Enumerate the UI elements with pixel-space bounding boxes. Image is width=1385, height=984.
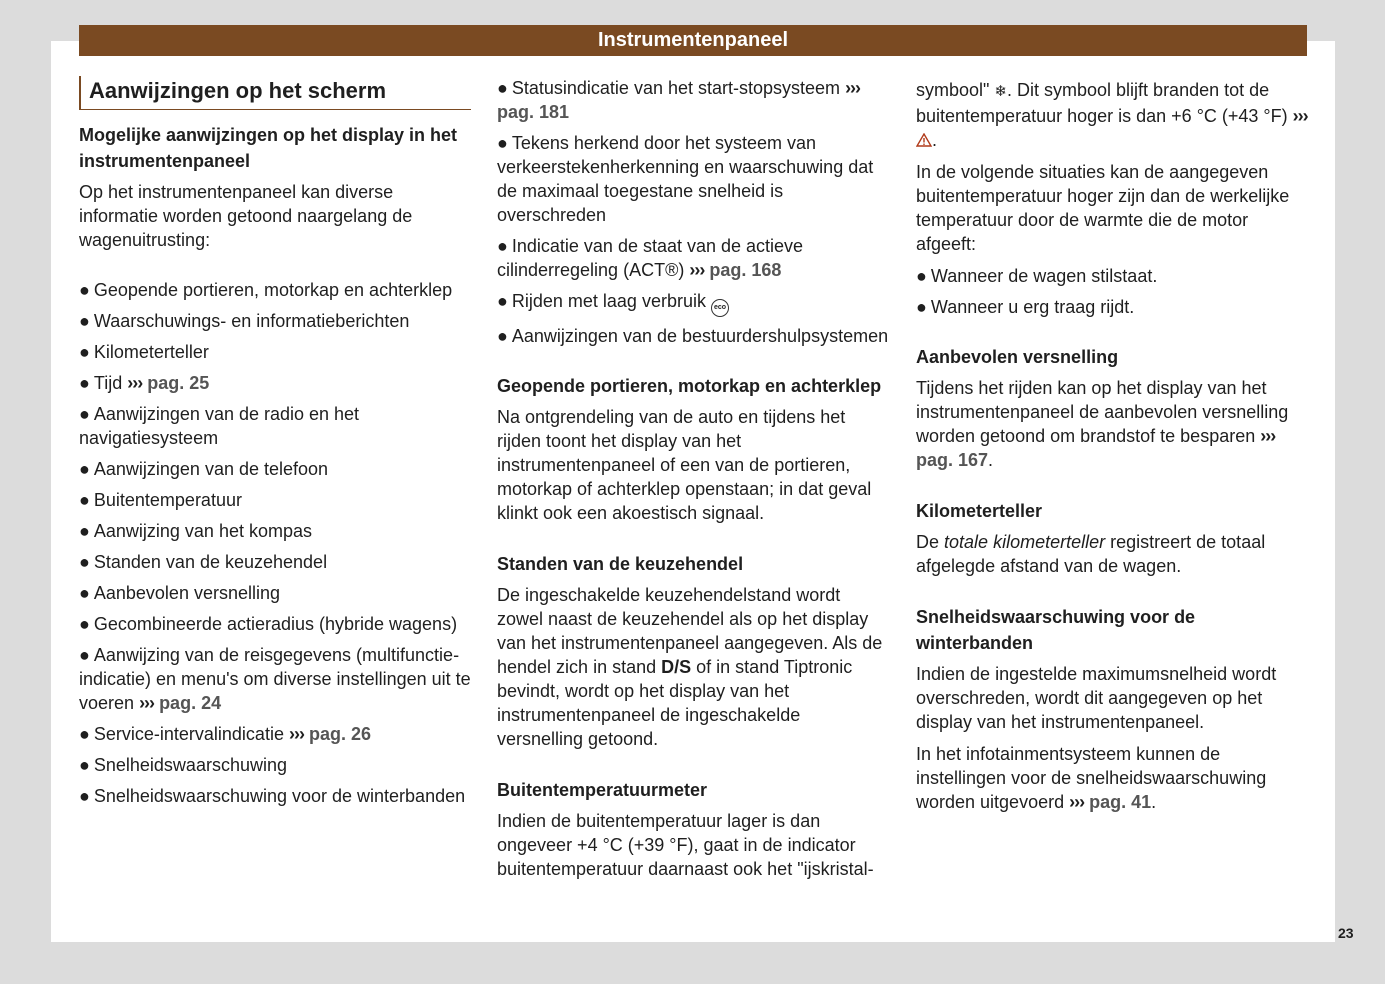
doors-paragraph: Na ontgrendeling van de auto en tijdens het rijden toont het display van het instrumentenpaneel of een van de portieren, motorkap of achterklep openstaan; in dat geval klinkt ook een akoestisch signaal.: [497, 407, 872, 523]
selector-position: D/S: [661, 657, 692, 677]
list-item-text: Wanneer u erg traag rijdt.: [930, 297, 1135, 317]
situations-list: [916, 264, 1308, 319]
list-item-text: Aanbevolen versnelling: [93, 583, 281, 603]
subheading-odometer: Kilometerteller: [916, 501, 1043, 521]
subheading-display-indications: Mogelijke aanwijzingen op het display in het instrumentenpaneel: [79, 125, 458, 171]
infotainment-paragraph: In het infotainmentsysteem kunnen de instellingen voor de snelheidswaarschuwing worden uitgevoerd ››› pag. 41.: [916, 744, 1267, 812]
temperature-paragraph: Indien de buitentemperatuur lager is dan ongeveer +4 °C (+39 °F), gaat in de indicator buitentemperatuur daarnaast ook het "ijskristal-: [497, 811, 874, 879]
subheading-recommended-gear: Aanbevolen versnelling: [916, 347, 1119, 367]
bullet-icon: ●: [79, 755, 90, 775]
list-item: [79, 753, 471, 777]
bullet-icon: ●: [79, 521, 90, 541]
bullet-icon: ●: [79, 311, 90, 331]
list-item-text: Aanwijzing van de reisgegevens (multifunctie-indicatie) en menu's om diverse instellingen uit te voeren: [79, 645, 471, 713]
list-item: [79, 519, 471, 543]
list-item: [79, 371, 471, 395]
selector-paragraph: De ingeschakelde keuzehendelstand wordt zowel naast de keuzehendel als op het display van het instrumentenpaneel aangegeven. Als de hendel zich in stand D/S of in stand Tiptronic bevindt, wordt op het display van het instrumentenpaneel de ingeschakelde versnelling getoond.: [497, 585, 883, 749]
bullet-icon: ●: [497, 326, 508, 346]
list-item: [79, 581, 471, 605]
list-item-text: Gecombineerde actieradius (hybride wagens): [93, 614, 458, 634]
bullet-icon: ●: [916, 266, 927, 286]
subheading-doors: Geopende portieren, motorkap en achterklep: [497, 376, 882, 396]
list-item-text: Tijd: [93, 373, 123, 393]
list-item-text: Standen van de keuzehendel: [93, 552, 328, 572]
list-item: [497, 131, 889, 227]
list-item: [79, 457, 471, 481]
page-reference-link[interactable]: pag. 168: [709, 260, 782, 280]
list-item-text: Snelheidswaarschuwing: [93, 755, 287, 775]
list-item-text: Snelheidswaarschuwing voor de winterbanden: [93, 786, 466, 806]
page-reference-link[interactable]: pag. 181: [497, 102, 570, 122]
list-item-text: Geopende portieren, motorkap en achterklep: [93, 280, 453, 300]
bullet-icon: ●: [79, 490, 90, 510]
list-item-text: Rijden met laag verbruik: [511, 291, 706, 311]
arrows-icon: ›››: [1069, 792, 1085, 812]
list-item-text: Kilometerteller: [93, 342, 209, 362]
list-item: [497, 234, 889, 282]
eco-icon: eco: [711, 299, 729, 317]
bullet-icon: ●: [916, 297, 927, 317]
list-item: [497, 76, 889, 124]
column-3: [916, 78, 1308, 822]
page-reference-link[interactable]: pag. 167: [916, 450, 989, 470]
arrows-icon: ›››: [139, 693, 155, 713]
arrows-icon: ›››: [845, 78, 861, 98]
arrows-icon: ›››: [288, 724, 304, 744]
list-item: [79, 784, 471, 808]
winter-paragraph: Indien de ingestelde maximumsnelheid wordt overschreden, wordt dit aangegeven op het display van het instrumentenpaneel.: [916, 664, 1277, 732]
list-item-text: Aanwijzingen van de telefoon: [93, 459, 329, 479]
list-item: [916, 264, 1308, 288]
bullet-icon: ●: [79, 645, 90, 665]
bullet-icon: ●: [497, 236, 508, 256]
arrows-icon: ›››: [127, 373, 143, 393]
warning-icon[interactable]: [916, 133, 932, 147]
list-item-text: Aanwijzing van het kompas: [93, 521, 312, 541]
list-item-text: Tekens herkend door het systeem van verkeerstekenherkenning en waarschuwing dat de maximaal toegestane snelheid is overschreden: [497, 133, 874, 225]
temperature-paragraph-continued: symbool" ❄. Dit symbool blijft branden tot de buitentemperatuur hoger is dan +6 °C (+43 °F) ››› .: [916, 80, 1308, 150]
bullet-icon: ●: [497, 291, 508, 311]
arrows-icon: ›››: [1292, 106, 1308, 126]
bullet-icon: ●: [79, 724, 90, 744]
list-item: [79, 278, 471, 302]
bullet-icon: ●: [79, 614, 90, 634]
list-item-text: Aanwijzingen van de bestuurdershulpsystemen: [511, 326, 889, 346]
list-item: [79, 402, 471, 450]
bullet-icon: ●: [497, 133, 508, 153]
list-item: [79, 722, 471, 746]
list-item: [497, 289, 889, 317]
bullet-icon: ●: [79, 373, 90, 393]
page-reference-link[interactable]: pag. 41: [1089, 792, 1152, 812]
bullet-icon: ●: [497, 78, 508, 98]
page-number: 23: [1338, 925, 1354, 941]
list-item: [79, 550, 471, 574]
bullet-icon: ●: [79, 786, 90, 806]
list-item-text: Statusindicatie van het start-stopsysteem: [511, 78, 841, 98]
page-reference-link[interactable]: pag. 24: [159, 693, 222, 713]
list-item-text: Waarschuwings- en informatieberichten: [93, 311, 410, 331]
list-item: [79, 612, 471, 636]
list-item: [497, 324, 889, 348]
subheading-winter-tyres: Snelheidswaarschuwing voor de winterbanden: [916, 607, 1196, 653]
situations-intro: In de volgende situaties kan de aangegeven buitentemperatuur hoger zijn dan de werkelijke temperatuur door de warmte die de motor afgeeft:: [916, 162, 1290, 254]
list-item-text: Buitentemperatuur: [93, 490, 242, 510]
list-item: [79, 340, 471, 364]
section-title: Aanwijzingen op het scherm: [79, 76, 471, 110]
page-reference-link[interactable]: pag. 25: [147, 373, 210, 393]
bullet-icon: ●: [79, 342, 90, 362]
arrows-icon: ›››: [1260, 426, 1276, 446]
page-reference-link[interactable]: pag. 26: [308, 724, 372, 744]
column-2: [497, 76, 889, 889]
bullet-icon: ●: [79, 583, 90, 603]
subheading-outside-temperature: Buitentemperatuurmeter: [497, 780, 708, 800]
list-item-text: Aanwijzingen van de radio en het navigatiesysteem: [79, 404, 360, 448]
list-item: [79, 643, 471, 715]
list-item: [916, 295, 1308, 319]
page-header: Instrumentenpaneel: [79, 25, 1307, 56]
intro-paragraph: Op het instrumentenpaneel kan diverse informatie worden getoond naargelang de wagenuitrusting:: [79, 182, 413, 250]
list-item: [79, 488, 471, 512]
odometer-paragraph: De totale kilometerteller registreert de totaal afgelegde afstand van de wagen.: [916, 532, 1266, 576]
bullet-icon: ●: [79, 552, 90, 572]
bullet-icon: ●: [79, 459, 90, 479]
list-item: [79, 309, 471, 333]
arrows-icon: ›››: [689, 260, 705, 280]
bullet-icon: ●: [79, 280, 90, 300]
column-1: [79, 76, 471, 815]
indications-list-continued: [497, 76, 889, 348]
gear-paragraph: Tijdens het rijden kan op het display van het instrumentenpaneel de aanbevolen versnelling worden getoond om brandstof te besparen ››› pag. 167.: [916, 378, 1289, 470]
subheading-selector-lever: Standen van de keuzehendel: [497, 554, 744, 574]
list-item-text: Service-intervalindicatie: [93, 724, 284, 744]
indications-list: [79, 278, 471, 808]
snowflake-icon: ❄: [994, 83, 1008, 100]
list-item-text: Wanneer de wagen stilstaat.: [930, 266, 1158, 286]
bullet-icon: ●: [79, 404, 90, 424]
list-item-text: Indicatie van de staat van de actieve cilinderregeling (ACT®): [497, 236, 804, 280]
